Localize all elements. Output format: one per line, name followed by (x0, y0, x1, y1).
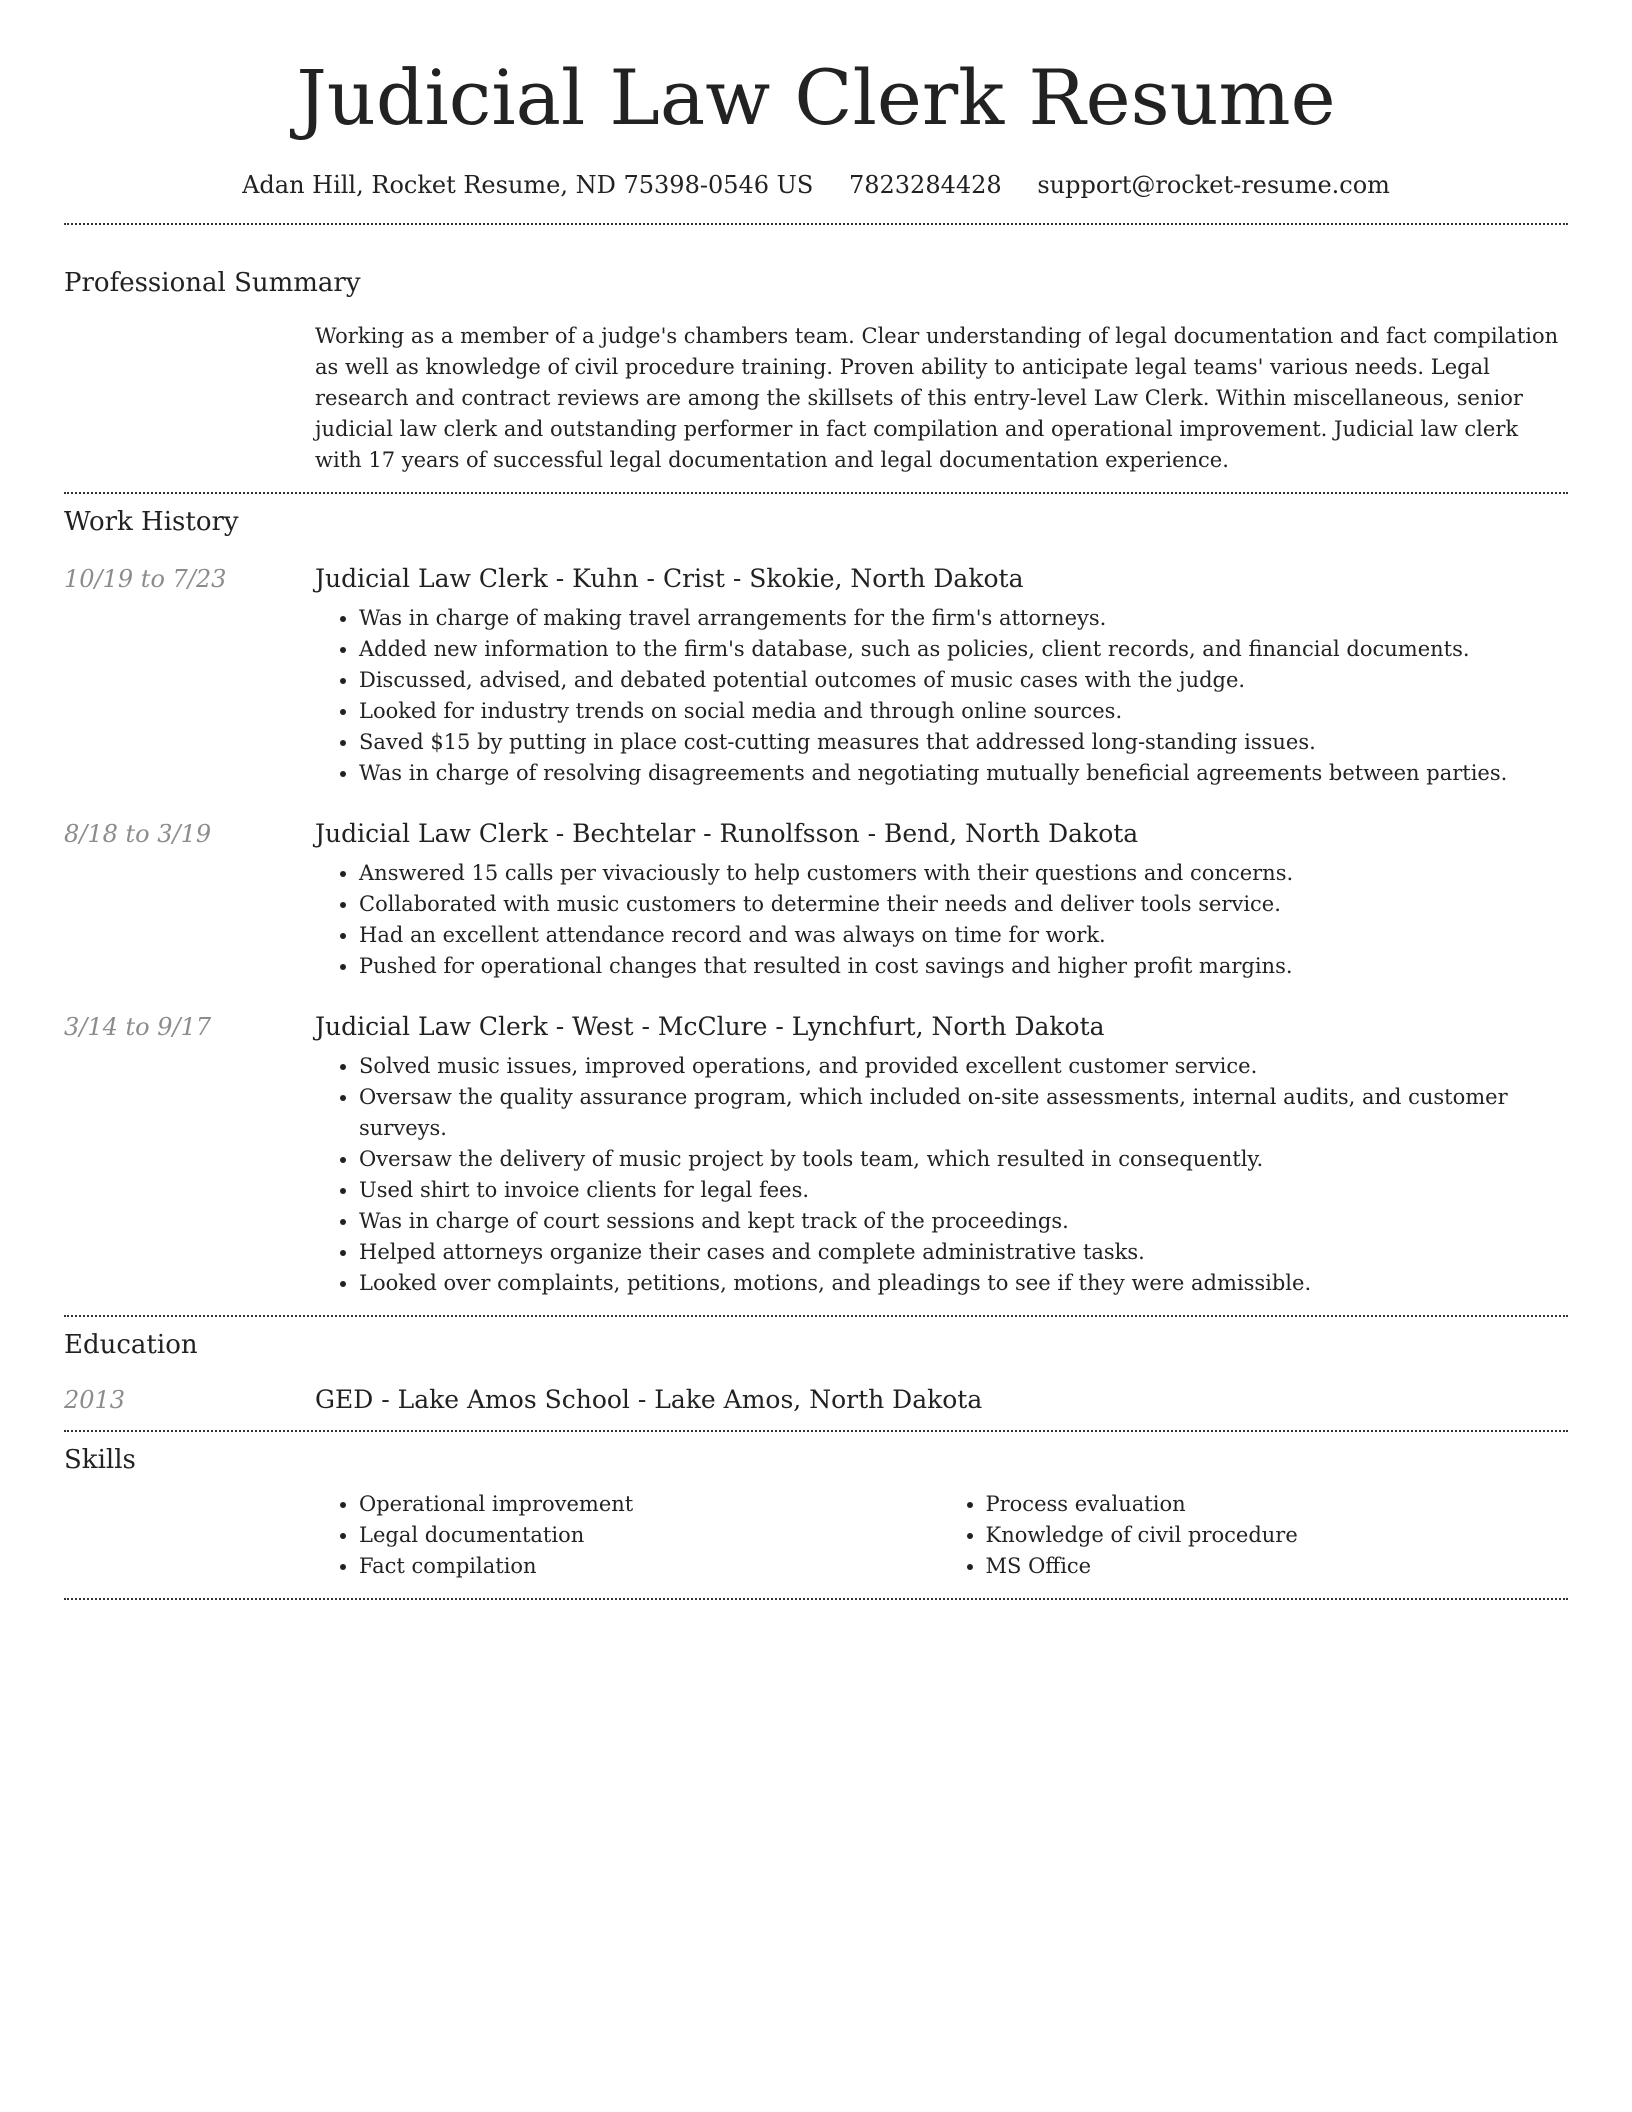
job-dates: 10/19 to 7/23 (64, 564, 227, 593)
section-divider (64, 1430, 1568, 1432)
list-item: • Had an excellent attendance record and was always on time for work. (359, 920, 1568, 951)
education-detail: GED - Lake Amos School - Lake Amos, North Dakota (315, 1384, 983, 1414)
list-item: • Looked over complaints, petitions, motions, and pleadings to see if they were admissible. (359, 1268, 1568, 1299)
contact-phone: 7823284428 (848, 171, 1002, 200)
list-item: • Helped attorneys organize their cases and complete administrative tasks. (359, 1237, 1568, 1268)
job-bullets (315, 858, 1568, 982)
job-dates: 3/14 to 9/17 (64, 1012, 212, 1041)
summary-section (64, 267, 1568, 476)
skills-list-left (315, 1489, 942, 1582)
job-bullets (315, 603, 1568, 789)
skill-item: • Knowledge of civil procedure (986, 1520, 1569, 1551)
skills-heading: Skills (64, 1444, 136, 1475)
contact-email: support@rocket-resume.com (1037, 171, 1390, 200)
job-title: Judicial Law Clerk - West - McClure - Lynchfurt, North Dakota (315, 1011, 1105, 1041)
skills-list-right (942, 1489, 1569, 1582)
skill-item: • Legal documentation (359, 1520, 942, 1551)
list-item: • Answered 15 calls per vivaciously to help customers with their questions and concerns. (359, 858, 1568, 889)
summary-text: Working as a member of a judge's chambers team. Clear understanding of legal documentation and fact compilation as well as knowledge of civil procedure training. Proven ability to anticipate legal teams' various needs. Legal research and contract reviews are among the skillsets of this entry-level Law Clerk. Within miscellaneous, senior judicial law clerk and outstanding performer in fact compilation and operational improvement. Judicial law clerk with 17 years of successful legal documentation and legal documentation experience. (315, 323, 1559, 472)
list-item: • Was in charge of court sessions and kept track of the proceedings. (359, 1206, 1568, 1237)
resume-page (64, 0, 1568, 1600)
list-item: • Collaborated with music customers to determine their needs and deliver tools service. (359, 889, 1568, 920)
section-divider (64, 1598, 1568, 1600)
list-item: • Was in charge of resolving disagreements and negotiating mutually beneficial agreements between parties. (359, 758, 1568, 789)
skill-item: • Fact compilation (359, 1551, 942, 1582)
skill-item: • MS Office (986, 1551, 1569, 1582)
list-item: • Oversaw the delivery of music project by tools team, which resulted in consequently. (359, 1144, 1568, 1175)
list-item: • Looked for industry trends on social media and through online sources. (359, 696, 1568, 727)
list-item: • Solved music issues, improved operations, and provided excellent customer service. (359, 1051, 1568, 1082)
list-item: • Used shirt to invoice clients for legal fees. (359, 1175, 1568, 1206)
job-title: Judicial Law Clerk - Kuhn - Crist - Skokie, North Dakota (315, 563, 1024, 593)
education-entry (64, 1385, 1568, 1414)
skills-columns (315, 1489, 1568, 1582)
skill-item: • Process evaluation (986, 1489, 1569, 1520)
education-section (64, 1329, 1568, 1414)
work-history-heading: Work History (64, 506, 239, 537)
contact-address: Adan Hill, Rocket Resume, ND 75398-0546 US (242, 171, 814, 200)
section-divider (64, 492, 1568, 494)
job-entry (64, 564, 1568, 789)
section-divider (64, 223, 1568, 225)
job-entry (64, 819, 1568, 982)
job-entry (64, 1012, 1568, 1299)
list-item: • Saved $15 by putting in place cost-cutting measures that addressed long-standing issues. (359, 727, 1568, 758)
education-heading: Education (64, 1329, 198, 1360)
education-year: 2013 (64, 1385, 126, 1414)
skills-section (64, 1444, 1568, 1583)
list-item: • Oversaw the quality assurance program, which included on-site assessments, internal audits, and customer surveys. (359, 1082, 1568, 1144)
skill-item: • Operational improvement (359, 1489, 942, 1520)
summary-heading: Professional Summary (64, 268, 361, 299)
list-item: • Was in charge of making travel arrangements for the firm's attorneys. (359, 603, 1568, 634)
list-item: • Pushed for operational changes that resulted in cost savings and higher profit margins. (359, 951, 1568, 982)
contact-line (64, 171, 1568, 199)
list-item: • Added new information to the firm's database, such as policies, client records, and financial documents. (359, 634, 1568, 665)
job-bullets (315, 1051, 1568, 1299)
job-dates: 8/18 to 3/19 (64, 819, 212, 848)
resume-title: Judicial Law Clerk Resume (296, 53, 1336, 142)
job-title: Judicial Law Clerk - Bechtelar - Runolfsson - Bend, North Dakota (315, 818, 1139, 848)
section-divider (64, 1315, 1568, 1317)
list-item: • Discussed, advised, and debated potential outcomes of music cases with the judge. (359, 665, 1568, 696)
work-history-section (64, 506, 1568, 1299)
